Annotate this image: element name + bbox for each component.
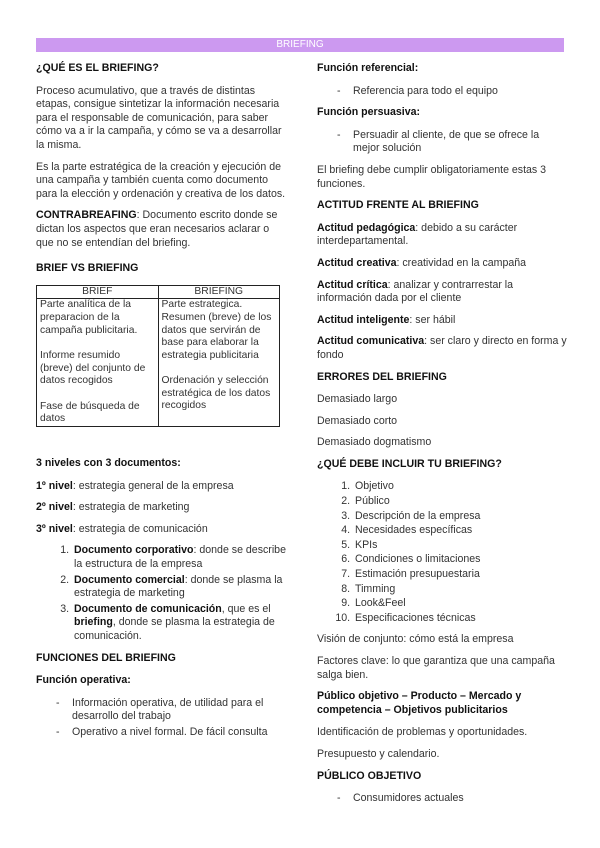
publico-list [317,792,567,806]
list-item: 4. Necesidades específicas [353,524,567,538]
right-column [317,62,567,814]
list-item: 5. KPIs [353,539,567,553]
header-banner: BRIEFING [36,38,564,52]
cell-text: Fase de búsqueda de datos [40,400,140,425]
incluir-list [317,480,567,625]
doc-term: Documento de comunicación [74,602,222,615]
section-title-publico: PÚBLICO OBJETIVO [317,769,422,782]
subsection-title-referencial: Función referencial: [317,62,419,74]
list-item: 6. Condiciones o limitaciones [353,553,567,567]
list-item: 3. Descripción de la empresa [353,510,567,524]
doc-text: , donde se plasma la estrategia de comunicación. [74,616,275,642]
brief-vs-briefing-table [36,285,280,427]
paragraph: Proceso acumulativo, que a través de distintas etapas, consigue sintetizar la información necesaria para el responsable de comunicación, para saber cómo va a ir la campaña, y cómo se va a desarrollar la misma. [36,84,282,151]
subsection-title-publico-producto: Público objetivo – Producto – Mercado y competencia – Objetivos publicitarios [317,690,522,716]
list-item: - Persuadir al cliente, de que se ofrece la mejor solución [317,129,567,156]
list-item: - Información operativa, de utilidad para el desarrollo del trabajo [36,697,288,724]
doc-term: briefing [74,616,113,629]
documents-list [36,544,288,643]
doc-term: Documento corporativo [74,544,194,557]
level-line [36,501,288,515]
list-item: 7. Estimación presupuestaria [353,568,567,582]
list-item [72,574,288,601]
actitud-line [317,279,567,306]
level-text: : estrategia general de la empresa [72,479,234,492]
level-label: 3º nivel [36,522,73,535]
list-item: 10. Especificaciones técnicas [353,612,567,626]
list-item: - Referencia para todo el equipo [317,85,567,99]
level-text: : estrategia de marketing [72,501,190,514]
doc-term: Documento comercial [74,573,185,586]
levels-block [36,457,288,644]
section-title-errores: ERRORES DEL BRIEFING [317,370,447,383]
section-title-what: ¿QUÉ ES EL BRIEFING? [36,62,159,74]
definition: : ser hábil [409,313,456,326]
contrabriefing-paragraph [36,209,288,250]
subsection-title-persuasiva: Función persuasiva: [317,106,421,119]
subsection-title-operativa: Función operativa: [36,674,131,687]
list-item: 1. Objetivo [353,480,567,494]
definition: : debido a su carácter interdepartamental. [317,221,518,248]
persuasiva-list [317,129,567,156]
definition: : Documento escrito donde se dictan los aspectos que eran necesarios aclarar o que no se entendían del briefing. [36,209,278,249]
table-header-row [37,285,280,299]
definition: : creatividad en la campaña [396,256,527,269]
error-line: Demasiado dogmatismo [317,436,432,449]
section-title-levels: 3 niveles con 3 documentos: [36,457,181,470]
referencial-list [317,85,567,99]
actitud-line [317,314,567,328]
doc-text: : donde se describe la estructura de la empresa [74,544,286,571]
level-text: : estrategia de comunicación [72,522,208,535]
list-item [72,544,288,571]
actitud-line [317,257,567,271]
doc-text: , que es el [221,602,271,615]
paragraph: Factores clave: lo que garantiza que una campaña salga bien. [317,655,555,681]
list-item: - Consumidores actuales [317,792,567,806]
actitud-line [317,222,567,249]
term: Actitud pedagógica [317,221,416,234]
cell-text: Ordenación y selección estratégica de los datos recogidos [161,375,271,412]
paragraph: Es la parte estratégica de la creación y ejecución de una campaña y también cuenta como documento para la elección y ordenación y creativa de los datos. [36,160,286,200]
section-title-incluir: ¿QUÉ DEBE INCLUIR TU BRIEFING? [317,457,502,470]
paragraph: Visión de conjunto: cómo está la empresa [317,633,514,646]
left-column [36,62,288,748]
section-title-funciones: FUNCIONES DEL BRIEFING [36,651,176,664]
term: Actitud inteligente [317,313,410,326]
error-line: Demasiado corto [317,414,398,427]
term: Actitud creativa [317,256,397,269]
table-cell-brief [37,299,159,427]
cell-text: Informe resumido (breve) del conjunto de datos recogidos [40,350,146,387]
error-line: Demasiado largo [317,393,398,406]
actitud-line [317,335,567,362]
table-row [37,299,280,427]
list-item: 8. Timming [353,583,567,597]
term: CONTRABREAFING [36,209,137,222]
column-header: BRIEFING [158,285,280,299]
column-header: BRIEF [37,285,159,299]
level-label: 2º nivel [36,501,73,514]
paragraph: El briefing debe cumplir obligatoriamente estas 3 funciones. [317,163,547,190]
paragraph: Presupuesto y calendario. [317,747,440,760]
table-cell-briefing [158,299,280,427]
definition: : analizar y contrarrestar la información dada por el cliente [317,278,514,305]
level-label: 1º nivel [36,479,73,492]
definition: : ser claro y directo en forma y fondo [317,335,567,361]
paragraph: Identificación de problemas y oportunidades. [317,726,528,739]
list-item [72,603,288,644]
section-title-vs: BRIEF VS BRIEFING [36,262,139,275]
list-item: 2. Público [353,495,567,509]
list-item: 9. Look&Feel [353,597,567,611]
operativa-list [36,697,288,740]
cell-text: Resumen (breve) de los datos que servirán de base para elaborar la estrategia publicitaria [161,311,272,361]
level-line [36,523,288,537]
level-line [36,480,288,494]
cell-text: Parte estrategica. [161,299,243,311]
list-item: - Operativo a nivel formal. De fácil consulta [36,726,288,740]
term: Actitud comunicativa [317,335,425,348]
section-title-actitud: ACTITUD FRENTE AL BRIEFING [317,199,479,212]
term: Actitud crítica [317,278,388,291]
doc-text: : donde se plasma la estrategia de marketing [74,573,283,600]
cell-text: Parte analítica de la preparacion de la campaña publicitaria. [40,299,138,336]
